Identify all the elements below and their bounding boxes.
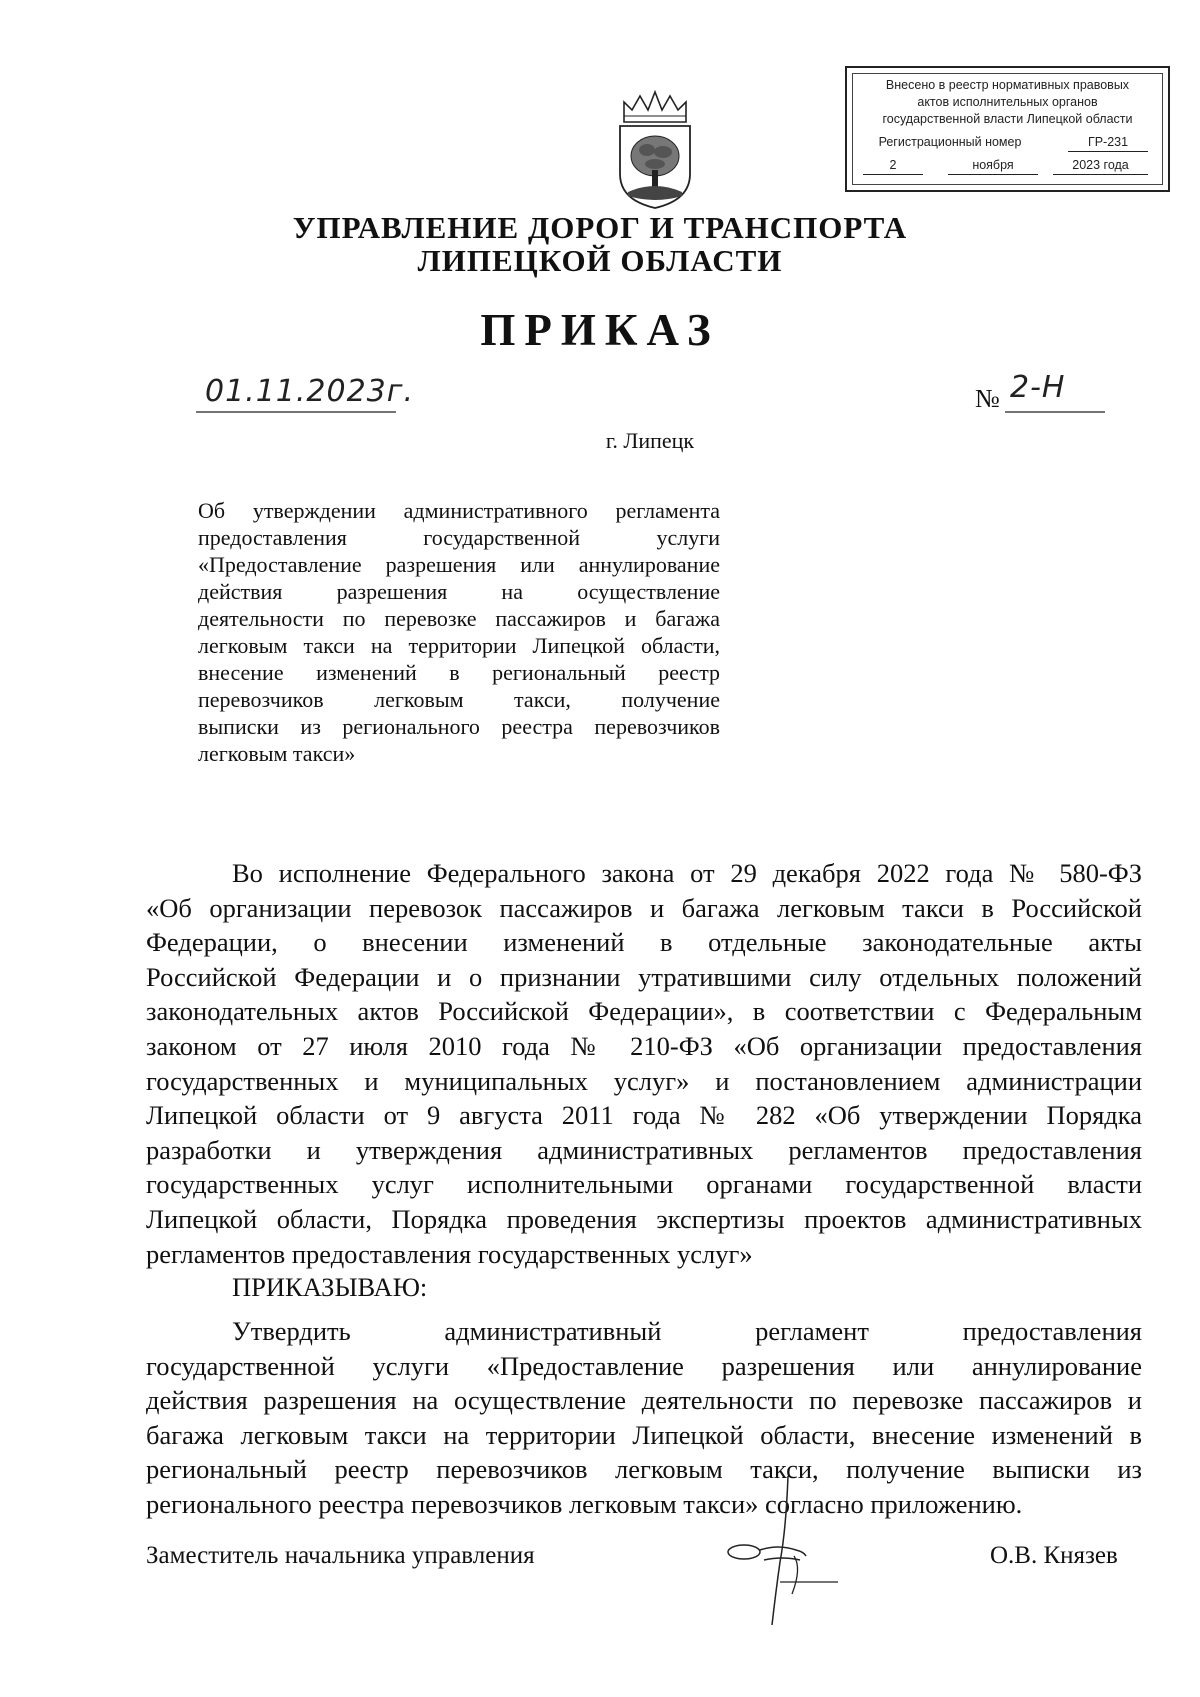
body-line: государственной услуги «Предоставление разрешения или аннулирование (146, 1350, 1142, 1381)
body-line: Российской Федерации и о признании утратившими силу отдельных положений (146, 961, 1142, 992)
stamp-year: 2023 года (1053, 157, 1148, 175)
body-line: багажа легковым такси на территории Липецкой области, внесение изменений в (146, 1419, 1142, 1450)
body-line: Во исполнение Федерального закона от 29 декабря 2022 года № 580-ФЗ (232, 858, 1142, 888)
body-line: «Об организации перевозок пассажиров и багажа легковым такси в Российской (146, 892, 1142, 923)
body-line: Федерации, о внесении изменений в отдельные законодательные акты (146, 927, 1142, 958)
subject-line: перевозчиков легковым такси, получение (198, 687, 720, 712)
body-line: региональный реестр перевозчиков легковым такси, получение выписки из (146, 1454, 1142, 1485)
body-line: Липецкой области, Порядка проведения экспертизы проектов административных (146, 1203, 1142, 1234)
stamp-month: ноября (948, 157, 1038, 175)
subject-line: легковым такси на территории Липецкой области, (198, 633, 720, 658)
handwritten-date: 01.11.2023г. (205, 374, 415, 409)
stamp-day: 2 (863, 157, 923, 175)
subject-line: легковым такси» (198, 741, 356, 766)
body-line: государственных и муниципальных услуг» и постановлением администрации (146, 1065, 1142, 1096)
body-line: регионального реестра перевозчиков легковым такси» согласно приложению. (146, 1488, 1023, 1519)
handwritten-signature (720, 1470, 880, 1630)
stamp-line-3: государственной власти Липецкой области (882, 112, 1133, 126)
subject-line: выписки из регионального реестра перевозчиков (198, 714, 720, 739)
document-subject (198, 497, 720, 767)
signatory-position: Заместитель начальника управления (146, 1542, 535, 1569)
order-word: ПРИКАЗЫВАЮ: (232, 1272, 428, 1302)
subject-line: деятельности по перевозке пассажиров и багажа (198, 606, 720, 631)
number-underline (1005, 410, 1105, 414)
subject-line: Об утверждении административного регламента (198, 498, 720, 523)
body-line: разработки и утверждения административных регламентов предоставления (146, 1134, 1142, 1165)
body-line: Утвердить административный регламент предоставления (232, 1316, 1142, 1346)
number-sign: № (975, 384, 1000, 413)
subject-line: действия разрешения на осуществление (198, 579, 720, 604)
order-paragraph (146, 1314, 1142, 1522)
subject-line: «Предоставление разрешения или аннулирование (198, 552, 720, 577)
document-type-title: ПРИКАЗ (480, 305, 720, 355)
body-line: регламентов предоставления государственных услуг» (146, 1238, 753, 1269)
handwritten-number: 2-Н (1010, 370, 1066, 405)
preamble-paragraph (146, 856, 1142, 1271)
stamp-line-1: Внесено в реестр нормативных правовых (885, 78, 1130, 92)
signatory-name: О.В. Князев (990, 1542, 1118, 1569)
body-line: Липецкой области от 9 августа 2011 года № 282 «Об утверждении Порядка (146, 1100, 1142, 1131)
coat-of-arms-emblem (612, 88, 698, 212)
registry-stamp (845, 66, 1170, 192)
stamp-reg-label: Регистрационный номер (878, 135, 1022, 149)
date-underline (196, 410, 396, 414)
body-line: государственных услуг исполнительными органами государственной власти (146, 1169, 1142, 1200)
stamp-reg-number: ГР-231 (1068, 134, 1148, 152)
subject-line: внесение изменений в региональный реестр (198, 660, 720, 685)
stamp-line-2: актов исполнительных органов (917, 95, 1098, 109)
org-title-line1: УПРАВЛЕНИЕ ДОРОГ И ТРАНСПОРТА (292, 210, 908, 245)
body-line: законодательных актов Российской Федерации», в соответствии с Федеральным (146, 996, 1142, 1027)
body-line: законом от 27 июля 2010 года № 210-ФЗ «Об организации предоставления (146, 1030, 1142, 1061)
subject-line: предоставления государственной услуги (198, 525, 720, 550)
body-line: действия разрешения на осуществление деятельности по перевозке пассажиров и (146, 1385, 1142, 1416)
org-title-line2: ЛИПЕЦКОЙ ОБЛАСТИ (417, 243, 783, 278)
city-label: г. Липецк (605, 428, 695, 453)
